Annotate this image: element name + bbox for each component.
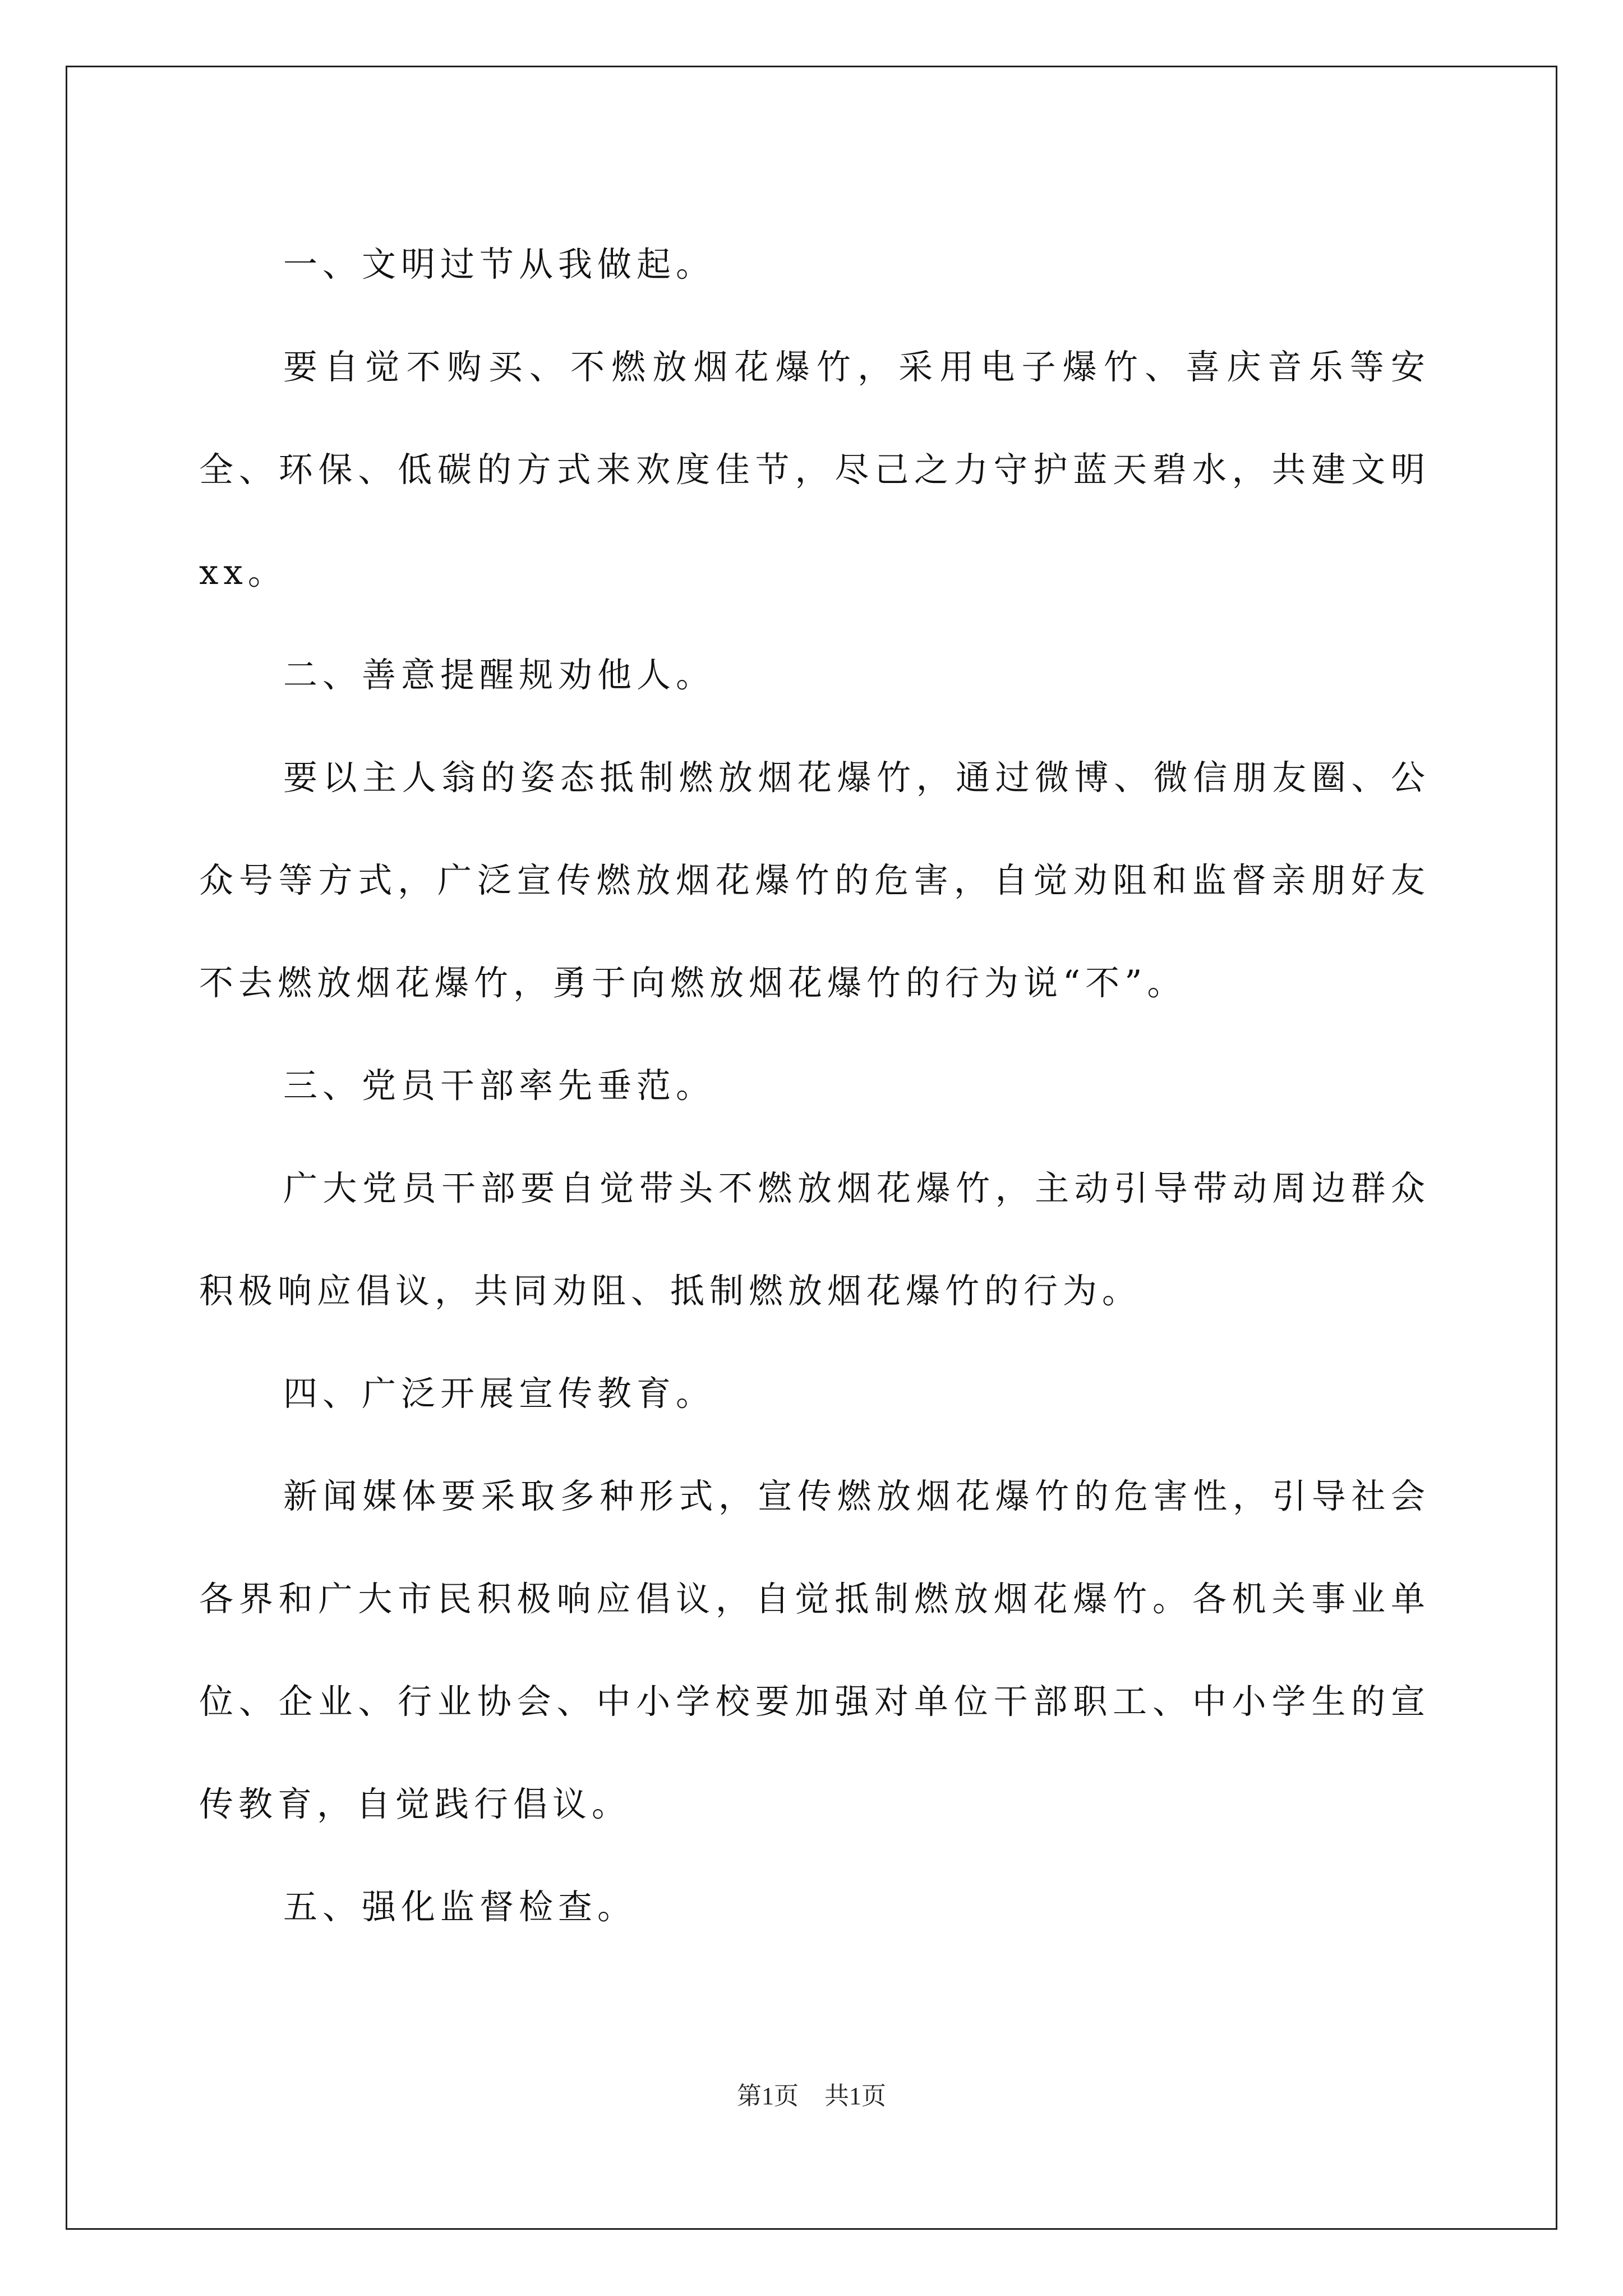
section-heading-4: 四、广泛开展宣传教育。: [283, 1374, 716, 1414]
section-heading-3: 三、党员干部率先垂范。: [283, 1066, 716, 1106]
page-footer: [0, 2076, 1623, 2111]
paragraph-2: 要以主人翁的姿态抵制燃放烟花爆竹，通过微博、微信朋友圈、公众号等方式，广泛宣传燃放烟花爆竹的危害，自觉劝阻和监督亲朋好友不去燃放烟花爆竹，勇于向燃放烟花爆竹的行为说“不”。: [199, 758, 1430, 1003]
section-heading-2: 二、善意提醒规劝他人。: [283, 655, 716, 695]
page-number: 第1页: [737, 2082, 799, 2110]
section-heading-1: 一、文明过节从我做起。: [283, 245, 716, 284]
paragraph-3: 广大党员干部要自觉带头不燃放烟花爆竹，主动引导带动周边群众积极响应倡议，共同劝阻、抵制燃放烟花爆竹的行为。: [199, 1168, 1430, 1311]
section-heading-5: 五、强化监督检查。: [283, 1887, 637, 1927]
page-total: 共1页: [824, 2082, 886, 2110]
document-body: [199, 213, 1430, 1958]
paragraph-4: 新闻媒体要采取多种形式，宣传燃放烟花爆竹的危害性，引导社会各界和广大市民积极响应倡议，自觉抵制燃放烟花爆竹。各机关事业单位、企业、行业协会、中小学校要加强对单位干部职工、中小学生的宣传教育，自觉践行倡议。: [199, 1476, 1430, 1824]
paragraph-1: 要自觉不购买、不燃放烟花爆竹，采用电子爆竹、喜庆音乐等安全、环保、低碳的方式来欢度佳节，尽己之力守护蓝天碧水，共建文明xx。: [199, 347, 1430, 592]
